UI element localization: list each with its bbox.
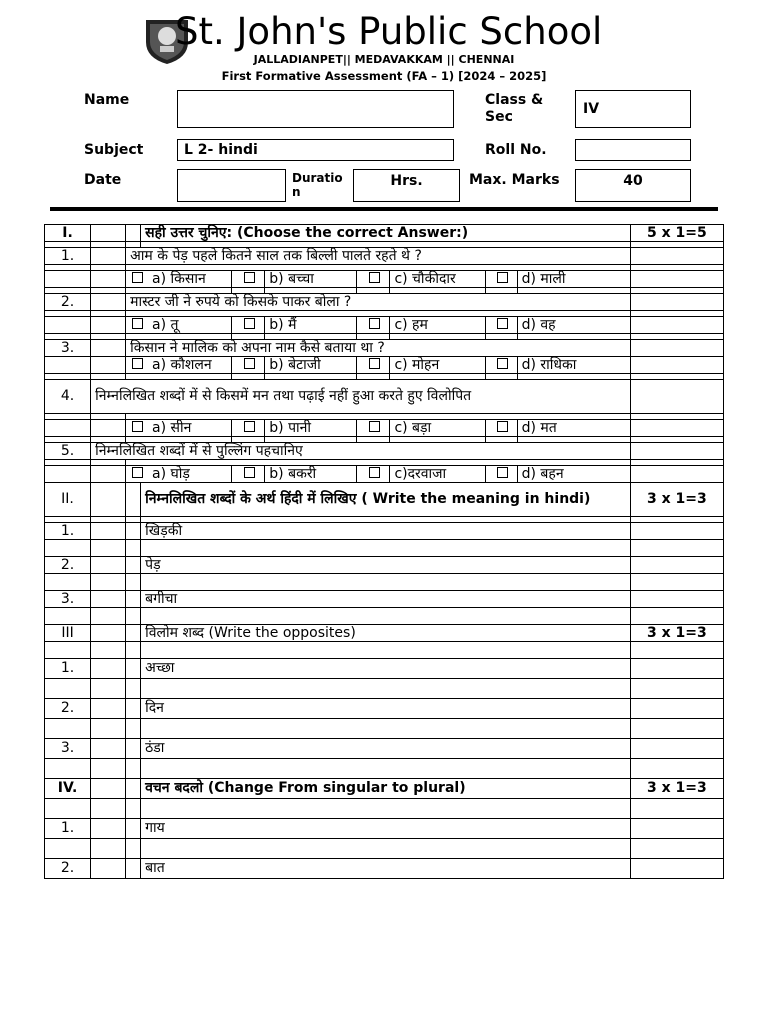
word: बात [141, 859, 631, 879]
section-title: वचन बदलो (Change From singular to plural) [141, 779, 631, 799]
name-label: Name [84, 92, 130, 108]
option-b: b) बेटाजी [265, 357, 357, 374]
checkbox-c[interactable] [369, 272, 380, 283]
checkbox-d[interactable] [497, 272, 508, 283]
checkbox-a[interactable] [132, 421, 143, 432]
exam-title: First Formative Assessment (FA – 1) [2024 – 2025] [221, 69, 547, 83]
answer-line[interactable] [45, 608, 724, 625]
subject-field[interactable]: L 2- hindi [177, 139, 454, 161]
list-item: 1. गाय [45, 819, 724, 839]
word: गाय [141, 819, 631, 839]
option-c: c) चौकीदार [390, 271, 485, 288]
options-row [45, 271, 724, 288]
options-row [45, 420, 724, 437]
answer-line[interactable] [45, 540, 724, 557]
checkbox-c[interactable] [369, 467, 380, 478]
roll-field[interactable] [575, 139, 691, 161]
question-row: 3. किसान ने मालिक को अपना नाम कैसे बताया था ? [45, 340, 724, 357]
word: दिन [141, 699, 631, 719]
option-c: c) बड़ा [390, 420, 485, 437]
option-d: d) वह [517, 317, 630, 334]
checkbox-d[interactable] [497, 358, 508, 369]
class-field[interactable]: IV [575, 90, 691, 128]
option-b: b) मैं [265, 317, 357, 334]
options-row [45, 466, 724, 483]
list-item: 3. बगीचा [45, 591, 724, 608]
checkbox-a[interactable] [132, 272, 143, 283]
duration-field[interactable]: Hrs. [353, 169, 460, 202]
question-row: 5. निम्नलिखित शब्दों में से पुल्लिंग पहचानिए [45, 443, 724, 460]
option-a: a) किसान [152, 270, 206, 287]
section-title: विलोम शब्द (Write the opposites) [141, 625, 631, 642]
checkbox-b[interactable] [244, 421, 255, 432]
school-address: JALLADIANPET|| MEDAVAKKAM || CHENNAI [253, 53, 515, 66]
answer-line[interactable] [45, 759, 724, 779]
checkbox-b[interactable] [244, 467, 255, 478]
checkbox-a[interactable] [132, 358, 143, 369]
checkbox-a[interactable] [132, 467, 143, 478]
question-row: 2. मास्टर जी ने रुपये को किसके पाकर बोला ? [45, 294, 724, 311]
section-title: सही उत्तर चुनिए: (Choose the correct Answer:) [141, 225, 631, 242]
option-a: a) सीन [152, 419, 192, 436]
options-row [45, 317, 724, 334]
question-text: आम के पेड़ पहले कितने साल तक बिल्ली पालते रहते थे ? [126, 248, 631, 265]
checkbox-c[interactable] [369, 358, 380, 369]
word: खिड़की [141, 523, 631, 540]
answer-line[interactable] [45, 574, 724, 591]
section-number: III [45, 625, 91, 642]
checkbox-b[interactable] [244, 358, 255, 369]
checkbox-a[interactable] [132, 318, 143, 329]
option-b: b) पानी [265, 420, 357, 437]
duration-label: Duration [292, 171, 343, 199]
class-label: Class & Sec [485, 92, 544, 125]
question-row: 4. निम्नलिखित शब्दों में से किसमें मन तथा पढ़ाई नहीं हुआ करते हुए विलोपित [45, 380, 724, 414]
question-row: 1. आम के पेड़ पहले कितने साल तक बिल्ली पालते रहते थे ? [45, 248, 724, 265]
question-text: किसान ने मालिक को अपना नाम कैसे बताया था ? [126, 340, 631, 357]
list-item: 2. पेड़ [45, 557, 724, 574]
options-row [45, 357, 724, 374]
section-header [45, 483, 724, 517]
section-header [45, 225, 724, 242]
word: अच्छा [141, 659, 631, 679]
section-marks: 5 x 1=5 [630, 225, 723, 242]
list-item: 1. खिड़की [45, 523, 724, 540]
roll-label: Roll No. [485, 142, 547, 158]
word: ठंडा [141, 739, 631, 759]
option-d: d) राधिका [517, 357, 630, 374]
option-d: d) बहन [517, 466, 630, 483]
list-item: 2. दिन [45, 699, 724, 719]
option-d: d) माली [517, 271, 630, 288]
section-number: II. [45, 483, 91, 517]
section-marks: 3 x 1=3 [630, 483, 723, 517]
word: बगीचा [141, 591, 631, 608]
checkbox-d[interactable] [497, 318, 508, 329]
option-b: b) बकरी [265, 466, 357, 483]
checkbox-d[interactable] [497, 467, 508, 478]
section-header [45, 779, 724, 799]
option-c: c)दरवाजा [390, 466, 485, 483]
section-title: निम्नलिखित शब्दों के अर्थ हिंदी में लिखिए ( Write the meaning in hindi) [141, 483, 631, 517]
question-text: निम्नलिखित शब्दों में से पुल्लिंग पहचानिए [91, 443, 631, 460]
answer-line[interactable] [45, 839, 724, 859]
section-marks: 3 x 1=3 [630, 779, 723, 799]
option-a: a) तू [152, 316, 179, 333]
checkbox-b[interactable] [244, 272, 255, 283]
option-c: c) मोहन [390, 357, 485, 374]
section-number: IV. [45, 779, 91, 799]
answer-line[interactable] [45, 719, 724, 739]
subject-label: Subject [84, 142, 144, 158]
option-a: a) घोड़ [152, 465, 190, 482]
option-c: c) हम [390, 317, 485, 334]
section-marks: 3 x 1=3 [630, 625, 723, 642]
option-a: a) कौशलन [152, 356, 212, 373]
max-marks-label: Max. Marks [469, 172, 560, 188]
checkbox-c[interactable] [369, 421, 380, 432]
list-item: 3. ठंडा [45, 739, 724, 759]
section-number: I. [45, 225, 91, 242]
option-b: b) बच्चा [265, 271, 357, 288]
list-item: 1. अच्छा [45, 659, 724, 679]
name-field[interactable] [177, 90, 454, 128]
answer-line[interactable] [45, 679, 724, 699]
date-label: Date [84, 172, 122, 188]
question-table [44, 224, 724, 879]
option-d: d) मत [517, 420, 630, 437]
date-field[interactable] [177, 169, 286, 202]
school-name: St. John's Public School [175, 10, 603, 53]
max-marks-field: 40 [575, 169, 691, 202]
question-text: मास्टर जी ने रुपये को किसके पाकर बोला ? [126, 294, 631, 311]
checkbox-d[interactable] [497, 421, 508, 432]
list-item: 2. बात [45, 859, 724, 879]
divider [50, 207, 718, 211]
section-header [45, 625, 724, 642]
word: पेड़ [141, 557, 631, 574]
checkbox-b[interactable] [244, 318, 255, 329]
question-text: निम्नलिखित शब्दों में से किसमें मन तथा पढ़ाई नहीं हुआ करते हुए विलोपित [91, 380, 631, 414]
checkbox-c[interactable] [369, 318, 380, 329]
